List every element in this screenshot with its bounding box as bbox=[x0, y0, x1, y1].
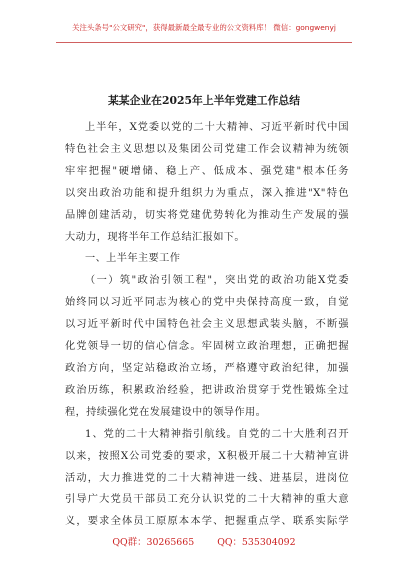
footer-contact bbox=[0, 534, 408, 548]
body-line: 活动，大力推进党的二十大精神进一线、进基层，进岗位 bbox=[65, 472, 349, 484]
header-divider bbox=[56, 42, 352, 43]
body-line: 始终同以习近平同志为核心的党中央保持高度一致，自觉 bbox=[65, 297, 349, 309]
body-line: 上半年，X党委以党的二十大精神、习近平新时代中国 bbox=[85, 122, 349, 133]
body-line: 牢牢把握"硬增储、稳上产、低成本、强党建"根本任务 bbox=[65, 165, 349, 177]
body-line: 政治方向，坚定站稳政治立场，严格遵守政治纪律，加强 bbox=[65, 362, 349, 374]
body-line: 引导广大党员干部员工充分认识党的二十大精神的重大意 bbox=[65, 494, 349, 506]
body-line: 程，持续强化党在发展建设中的领导作用。 bbox=[65, 406, 267, 418]
section-heading: 一、上半年主要工作 bbox=[85, 253, 181, 265]
footer-qq: QQ：535304092 bbox=[217, 537, 296, 548]
document-title: 某某企业在2025年上半年党建工作总结 bbox=[107, 94, 300, 107]
body-line: 以习近平新时代中国特色社会主义思想武装头脑，不断强 bbox=[65, 319, 349, 331]
document-body bbox=[65, 117, 349, 533]
footer-qq-group: QQ群：30265665 bbox=[112, 537, 195, 548]
body-line: 品牌创建活动，切实将党建优势转化为推动生产发展的强 bbox=[65, 209, 349, 221]
header-banner: 关注头条号"公文研究"，获得最新最全最专业的公文资料库！ 微信：gongwenyj bbox=[72, 23, 336, 32]
body-line: （一）筑"政治引领工程"，突出党的政治功能X党委 bbox=[85, 275, 349, 287]
body-line: 大动力，现将半年工作总结汇报如下。 bbox=[65, 231, 245, 243]
body-line: 政治历练，积累政治经验，把讲政治贯穿于党性锻炼全过 bbox=[65, 384, 349, 396]
body-line: 1、党的二十大精神指引航线。自党的二十大胜利召开 bbox=[85, 428, 349, 440]
body-line: 以来，按照X公司党委的要求，X积极开展二十大精神宣讲 bbox=[65, 450, 349, 462]
body-line: 特色社会主义思想以及集团公司党建工作会议精神为统领 bbox=[65, 143, 349, 155]
body-line: 化党领导一切的信心信念。牢固树立政治理想，正确把握 bbox=[65, 341, 349, 353]
body-line: 义，要求全体员工原原本本学、把握重点学、联系实际学 bbox=[65, 516, 349, 528]
body-line: 以突出政治功能和提升组织力为重点，深入推进"X"特色 bbox=[65, 187, 349, 199]
